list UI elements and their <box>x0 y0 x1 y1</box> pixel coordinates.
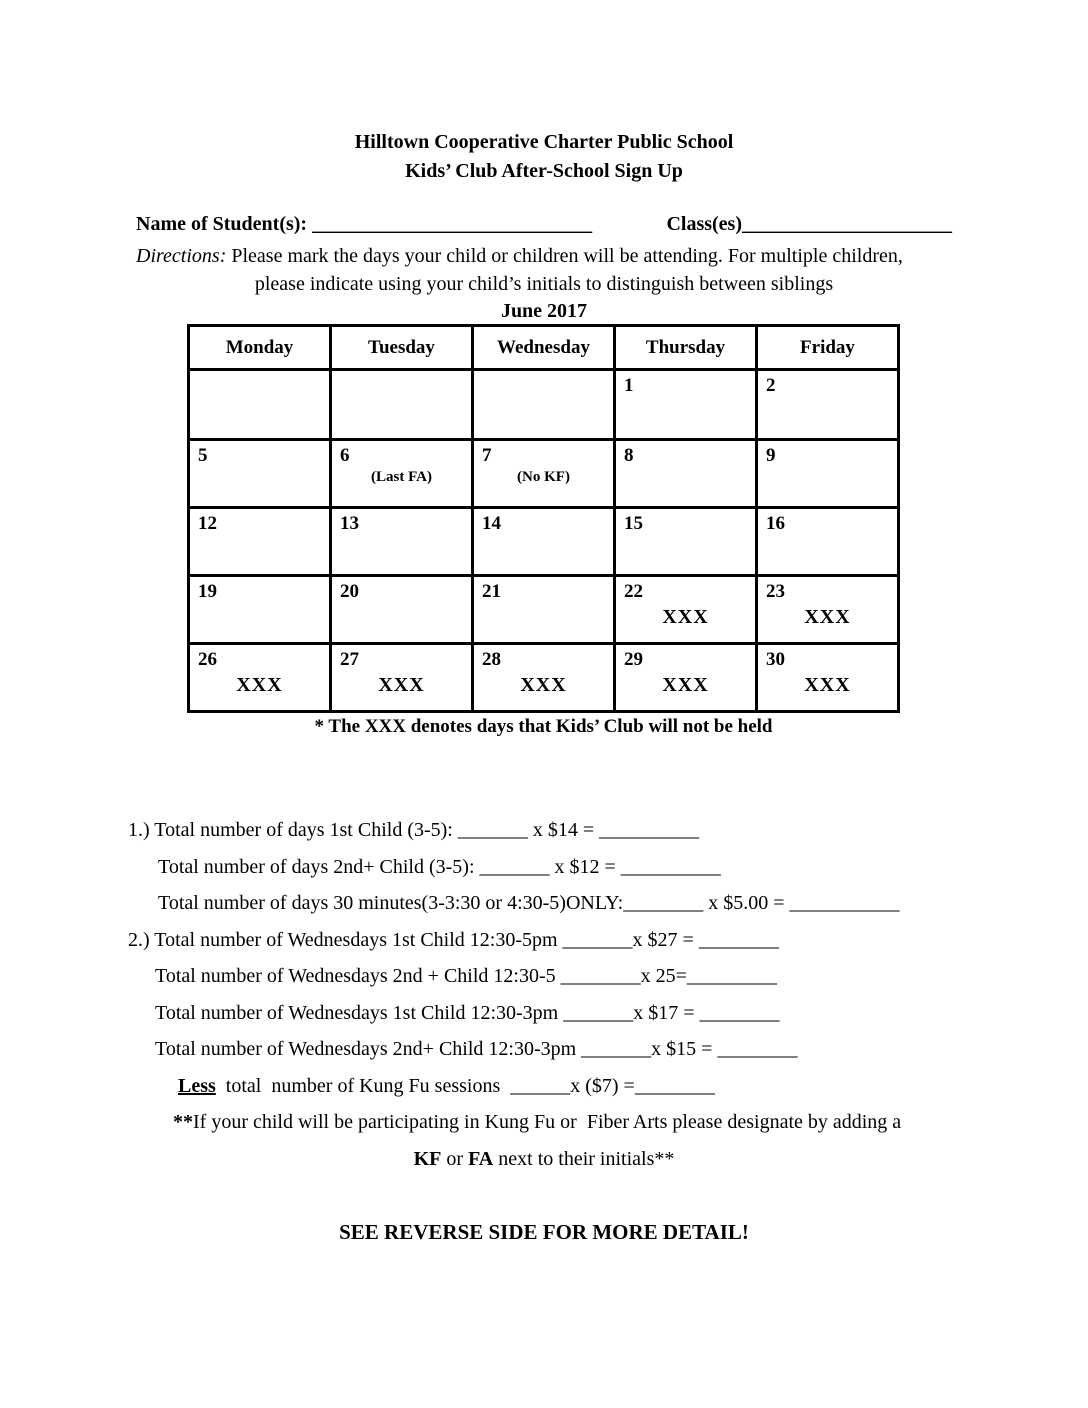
day-number: 2 <box>766 375 776 396</box>
calendar-cell-june-6 <box>331 440 473 508</box>
day-number: 15 <box>624 513 643 534</box>
calendar-header-row <box>189 326 899 370</box>
fee-line-days-2nd-child: Total number of days 2nd+ Child (3-5): _______ x $12 = __________ <box>158 855 721 878</box>
day-number: 8 <box>624 445 634 466</box>
designation-note-line2 <box>0 1141 1088 1178</box>
day-number: 30 <box>766 649 785 670</box>
calendar-week-row <box>189 576 899 644</box>
no-club-mark: XXX <box>378 674 425 696</box>
calendar-cell-empty <box>473 370 615 440</box>
calendar-cell-june-15 <box>615 508 757 576</box>
fee-line-wednesdays-2nd-child-half: Total number of Wednesdays 2nd+ Child 12:30-3pm _______x $15 = ________ <box>155 1038 798 1060</box>
day-number: 16 <box>766 513 785 534</box>
calendar-cell-june-16 <box>757 508 899 576</box>
calendar-cell-june-28 <box>473 644 615 712</box>
calendar-cell-june-30 <box>757 644 899 712</box>
calendar-cell-june-5 <box>189 440 331 508</box>
calendar-cell-june-14 <box>473 508 615 576</box>
day-number: 13 <box>340 513 359 534</box>
class-label: Class(es) <box>666 213 742 235</box>
calendar-week-row <box>189 508 899 576</box>
class-group <box>666 213 952 236</box>
day-number: 1 <box>624 375 634 396</box>
note-rest-text: next to their initials** <box>493 1147 675 1170</box>
no-club-mark: XXX <box>520 674 567 696</box>
calendar-cell-june-27 <box>331 644 473 712</box>
directions <box>136 242 952 298</box>
day-number: 22 <box>624 581 643 602</box>
no-club-mark: XXX <box>804 606 851 628</box>
calendar-week-row <box>189 440 899 508</box>
calendar-cell-june-19 <box>189 576 331 644</box>
no-club-mark: XXX <box>662 606 709 628</box>
directions-label: Directions: <box>136 245 227 267</box>
day-number: 28 <box>482 649 501 670</box>
day-header-wednesday: Wednesday <box>473 326 615 370</box>
calendar-cell-june-22 <box>615 576 757 644</box>
day-header-tuesday: Tuesday <box>331 326 473 370</box>
note-or-text: or <box>441 1147 469 1170</box>
last-fiber-arts-note: (Last FA) <box>371 469 432 485</box>
fee-calculation-section <box>0 812 1088 1177</box>
calendar-cell-june-9 <box>757 440 899 508</box>
day-number: 27 <box>340 649 359 670</box>
note-stars: ** <box>173 1111 193 1133</box>
reverse-side-note: SEE REVERSE SIDE FOR MORE DETAIL! <box>339 1220 749 1244</box>
no-club-mark: XXX <box>236 674 283 696</box>
student-class-row <box>136 213 952 236</box>
less-label: Less <box>178 1074 216 1097</box>
day-number: 9 <box>766 445 776 466</box>
fee-line-wednesdays-1st-child-full: 2.) Total number of Wednesdays 1st Child 12:30-5pm _______x $27 = ________ <box>128 928 779 951</box>
school-name: Hilltown Cooperative Charter Public School <box>354 131 734 153</box>
student-name-group <box>136 213 592 236</box>
day-number: 5 <box>198 445 208 466</box>
calendar-cell-june-12 <box>189 508 331 576</box>
no-kung-fu-note: (No KF) <box>517 469 570 485</box>
day-number: 7 <box>482 445 492 466</box>
designation-note-line1 <box>0 1104 1088 1141</box>
designation-note-text: If your child will be participating in Kung Fu or Fiber Arts please designate by adding a <box>193 1111 902 1133</box>
form-title: Kids’ Club After-School Sign Up <box>405 160 683 182</box>
calendar-cell-empty <box>331 370 473 440</box>
day-number: 6 <box>340 445 350 466</box>
directions-text: Please mark the days your child or children will be attending. For multiple children, <box>226 245 903 267</box>
page-title <box>0 128 1088 186</box>
calendar-cell-june-13 <box>331 508 473 576</box>
calendar-week-row <box>189 370 899 440</box>
day-number: 12 <box>198 513 217 534</box>
calendar-cell-june-23 <box>757 576 899 644</box>
day-number: 20 <box>340 581 359 602</box>
day-number: 14 <box>482 513 501 534</box>
calendar-month-title: June 2017 <box>500 300 588 322</box>
calendar-cell-empty <box>189 370 331 440</box>
calendar-cell-june-8 <box>615 440 757 508</box>
day-number: 23 <box>766 581 785 602</box>
day-number: 19 <box>198 581 217 602</box>
calendar-cell-june-20 <box>331 576 473 644</box>
calendar-footnote: * The XXX denotes days that Kids’ Club will not be held <box>314 716 773 737</box>
day-header-monday: Monday <box>189 326 331 370</box>
day-header-friday: Friday <box>757 326 899 370</box>
day-number: 29 <box>624 649 643 670</box>
no-club-mark: XXX <box>804 674 851 696</box>
fa-abbrev: FA <box>468 1147 494 1170</box>
day-number: 26 <box>198 649 217 670</box>
day-header-thursday: Thursday <box>615 326 757 370</box>
kung-fu-sessions-text: total number of Kung Fu sessions ______x ($7) =________ <box>215 1074 715 1097</box>
calendar-cell-june-2 <box>757 370 899 440</box>
kf-abbrev: KF <box>413 1147 442 1170</box>
calendar-cell-june-7 <box>473 440 615 508</box>
class-blank: _____________________ <box>742 213 952 235</box>
calendar-cell-june-29 <box>615 644 757 712</box>
calendar-cell-june-26 <box>189 644 331 712</box>
june-calendar <box>187 324 900 713</box>
no-club-mark: XXX <box>662 674 709 696</box>
fee-line-wednesdays-1st-child-half: Total number of Wednesdays 1st Child 12:30-3pm _______x $17 = ________ <box>155 1001 780 1024</box>
student-name-label: Name of Student(s): <box>136 213 313 235</box>
directions-line2: please indicate using your child’s initials to distinguish between siblings <box>254 273 834 295</box>
student-name-blank: ____________________________ <box>312 213 593 235</box>
day-number: 21 <box>482 581 501 602</box>
calendar-cell-june-1 <box>615 370 757 440</box>
fee-line-days-1st-child: 1.) Total number of days 1st Child (3-5): _______ x $14 = __________ <box>128 819 700 841</box>
directions-line1 <box>136 242 952 270</box>
fee-line-wednesdays-2nd-child-full: Total number of Wednesdays 2nd + Child 12:30-5 ________x 25=_________ <box>155 965 777 987</box>
calendar-week-row <box>189 644 899 712</box>
fee-line-30-minutes: Total number of days 30 minutes(3-3:30 or 4:30-5)ONLY:________ x $5.00 = ___________ <box>158 892 900 914</box>
kung-fu-deduction-line <box>0 1068 1088 1105</box>
calendar-cell-june-21 <box>473 576 615 644</box>
